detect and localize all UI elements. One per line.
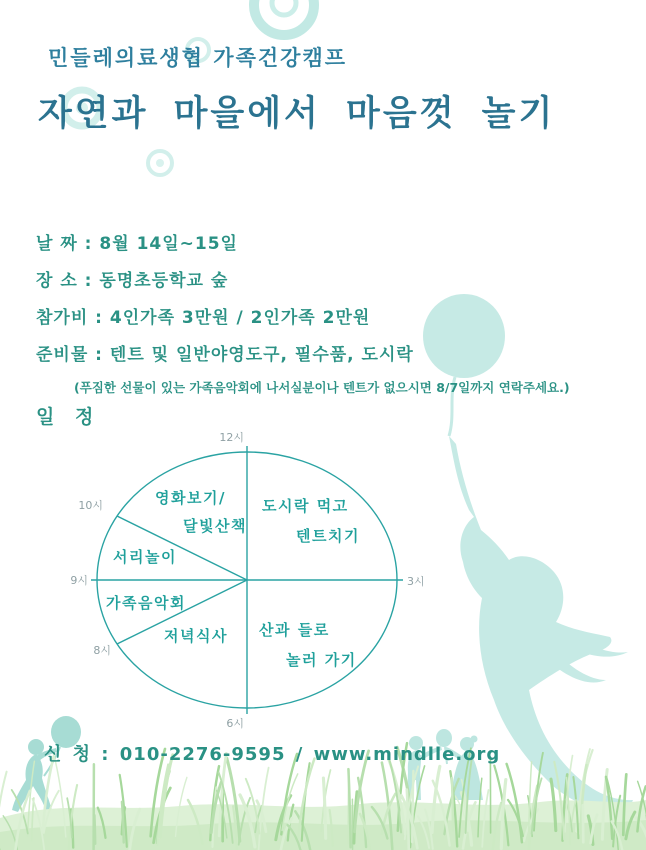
sector-label-hike: 산과 들로 xyxy=(259,621,330,639)
clock-tick-label: 9시 xyxy=(70,574,88,587)
info-line-place: 장 소 : 동명초등학교 숲 xyxy=(36,271,229,291)
sector-label-seori: 서리놀이 xyxy=(113,548,177,566)
clock-sector-labels xyxy=(106,489,360,669)
info-list xyxy=(36,226,576,374)
sector-label-concert: 가족음악회 xyxy=(106,594,186,612)
clock-tick-label: 8시 xyxy=(93,644,111,657)
schedule-clock-chart xyxy=(55,423,440,741)
clock-frame xyxy=(91,446,403,714)
info-line-date: 날 짜 : 8월 14일~15일 xyxy=(36,234,238,254)
contact-line: 신 청 : 010-2276-9595 / www.mindlle.org xyxy=(44,744,501,765)
camp-organizer-subtitle: 민들레의료생협 가족건강캠프 xyxy=(48,46,348,70)
sector-label-movie: 영화보기/ xyxy=(155,489,226,507)
schedule-heading: 일 정 xyxy=(36,406,101,428)
info-line-fee: 참가비 : 4인가족 3만원 / 2인가족 2만원 xyxy=(36,308,371,328)
poster-title: 자연과 마을에서 마음껏 놀기 xyxy=(38,94,556,134)
sector-label-lunch-tent: 텐트치기 xyxy=(296,527,360,545)
sector-label-hike: 놀러 가기 xyxy=(286,651,357,669)
clock-tick-label: 6시 xyxy=(226,717,244,730)
sector-label-movie: 달빛산책 xyxy=(183,517,247,535)
clock-tick-label: 3시 xyxy=(407,575,425,588)
clock-tick-label: 12시 xyxy=(219,431,244,444)
clock-tick-label: 10시 xyxy=(78,499,103,512)
sector-label-lunch-tent: 도시락 먹고 xyxy=(262,497,349,515)
info-line-supplies: 준비물 : 텐트 및 일반야영도구, 필수품, 도시락 xyxy=(36,345,414,365)
sector-label-dinner: 저녁식사 xyxy=(164,627,228,645)
info-note: (푸짐한 선물이 있는 가족음악회에 나서실분이나 텐트가 없으시면 8/7일까지 연락주세요.) xyxy=(74,380,570,395)
